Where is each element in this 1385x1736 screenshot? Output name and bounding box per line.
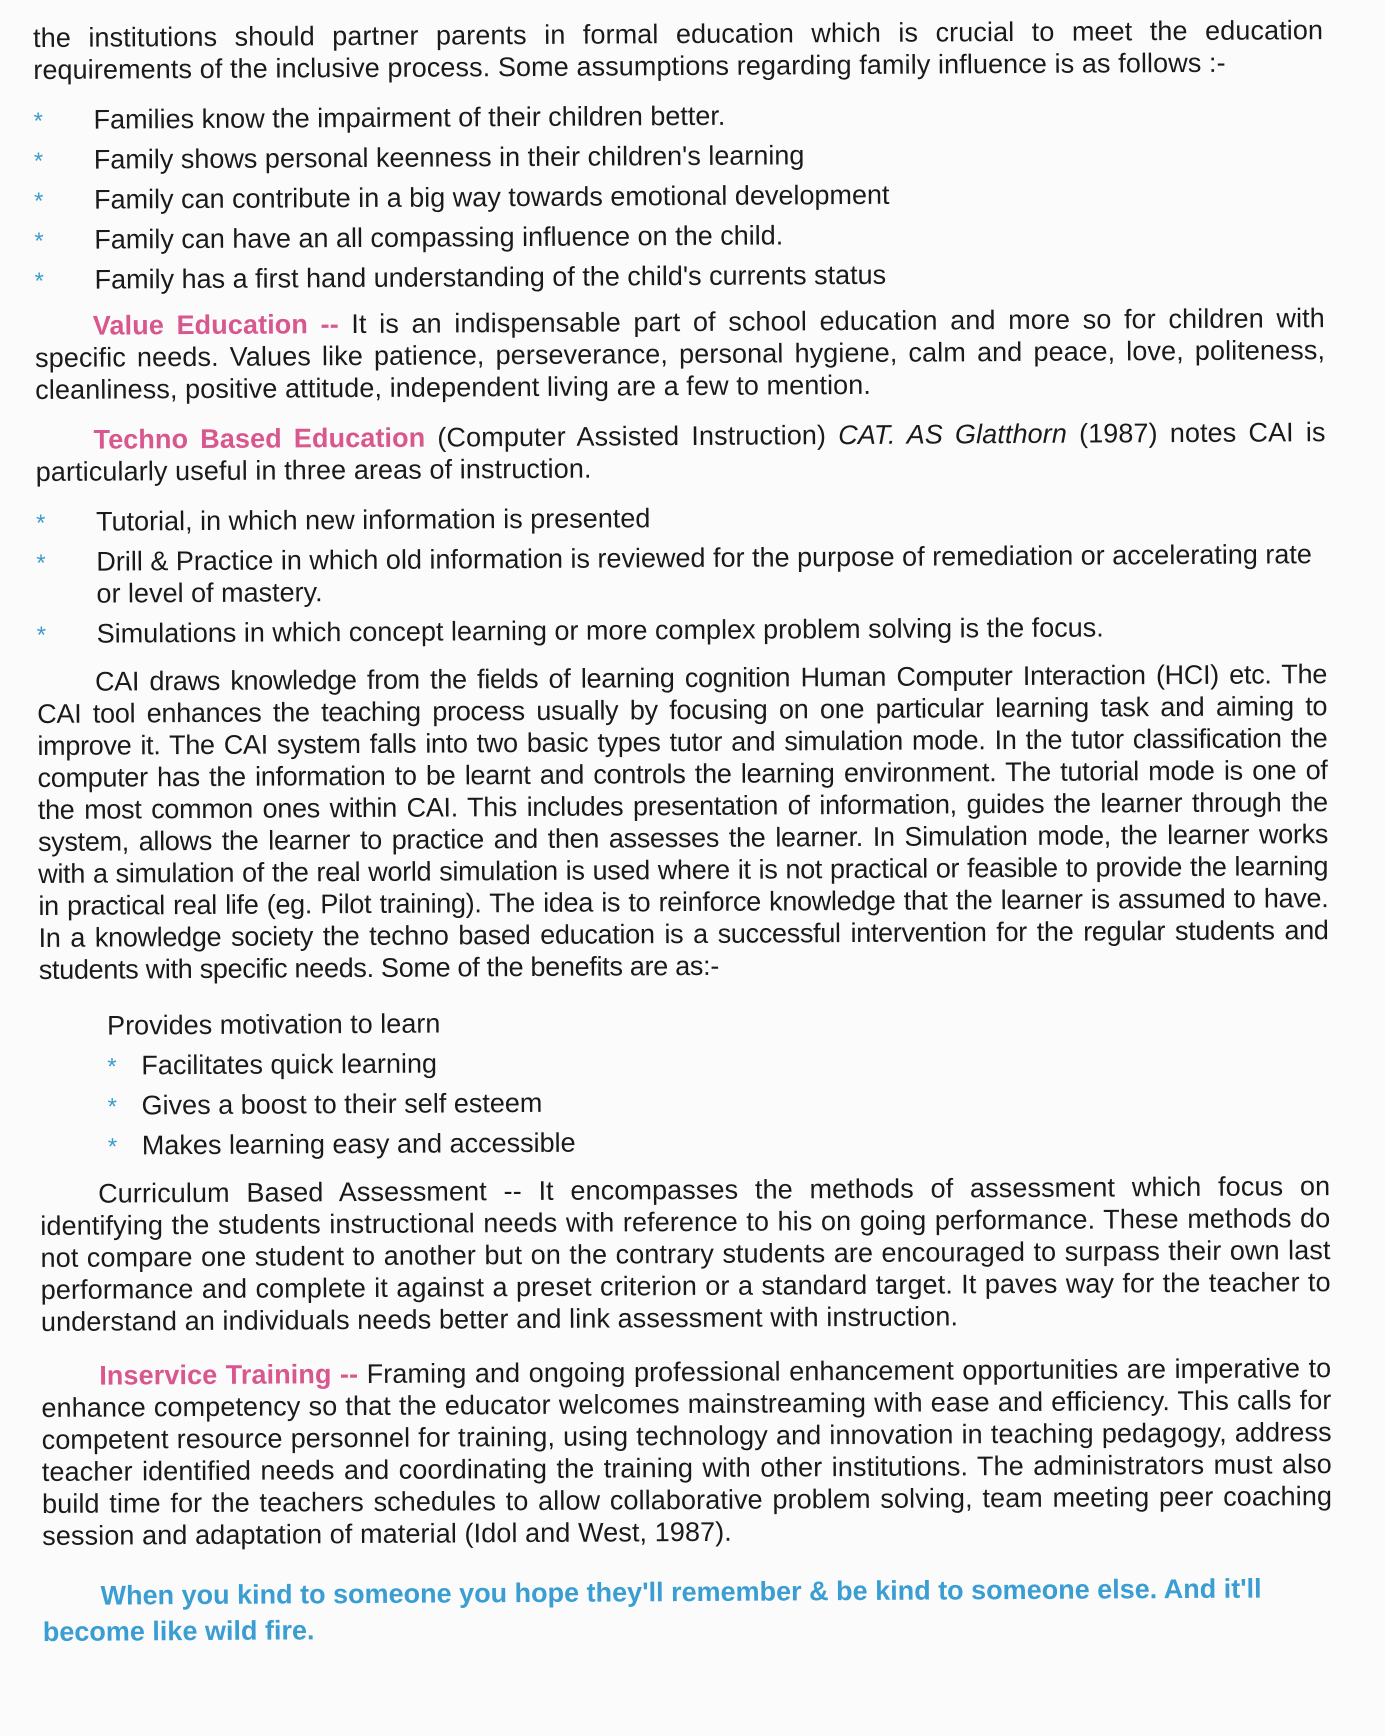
asterisk-bullet-icon: * [107, 1133, 118, 1161]
list-item: * Gives a boost to their self esteem [108, 1082, 1330, 1121]
list-item: * Family shows personal keenness in their children's learning [34, 136, 1324, 176]
asterisk-bullet-icon: * [34, 187, 44, 215]
list-item: * Tutorial, in which new information is presented [36, 498, 1326, 538]
asterisk-bullet-icon: * [33, 147, 44, 175]
list-item: * Family can contribute in a big way towards emotional development [34, 176, 1324, 216]
family-assumptions-list [34, 96, 1325, 296]
list-item: * Facilitates quick learning [107, 1042, 1329, 1081]
inservice-training-heading: Inservice Training -- [99, 1359, 359, 1391]
list-item: * Family has a first hand understanding of the child's currents status [34, 256, 1324, 296]
benefits-list [39, 1002, 1330, 1162]
curriculum-assessment-paragraph: Curriculum Based Assessment -- It encompasses the methods of assessment which focus on identifying the students instructional needs with reference to his on going performance. These methods do not compare one student to another but on the contrary students are encouraged to surpass their own last performance and complete it against a preset criterion or a standard target. It paves way for the teacher to understand an individuals needs better and link assessment with instruction. [40, 1171, 1331, 1337]
techno-education-paragraph: Techno Based Education (Computer Assisted Instruction) CAT. AS Glatthorn (1987) notes CAI is particularly useful in three areas of instruction. [35, 417, 1326, 487]
list-item: * Simulations in which concept learning or more complex problem solving is the focus. [37, 610, 1327, 650]
asterisk-bullet-icon: * [107, 1053, 117, 1081]
closing-quote: When you kind to someone you hope they'll remember & be kind to someone else. And it'll become like wild fire. [42, 1573, 1262, 1647]
asterisk-bullet-icon: * [34, 227, 44, 255]
list-item: Provides motivation to learn [107, 1008, 441, 1041]
asterisk-bullet-icon: * [36, 549, 46, 577]
asterisk-bullet-icon: * [35, 509, 46, 537]
cai-areas-list [36, 498, 1327, 650]
asterisk-bullet-icon: * [34, 267, 45, 295]
intro-paragraph: the institutions should partner parents in formal education which is crucial to meet the education requirements of the inclusive process. Some assumptions regarding family influence is as follows :- [33, 15, 1324, 85]
value-education-paragraph: Value Education -- It is an indispensable part of school education and more so for children with specific needs. Values like patience, perseverance, personal hygiene, calm and peace, love, politeness, cleanliness, positive attitude, independent living are a few to mention. [34, 303, 1326, 405]
asterisk-bullet-icon: * [107, 1093, 118, 1121]
list-item: * Family can have an all compassing influence on the child. [34, 216, 1324, 256]
value-education-heading: Value Education -- [92, 309, 339, 341]
asterisk-bullet-icon: * [33, 107, 44, 135]
citation: CAT. AS Glatthorn [838, 418, 1068, 451]
inservice-training-paragraph: Inservice Training -- Framing and ongoing professional enhancement opportunities are imperative to enhance competency so that the educator welcomes mainstreaming with ease and efficiency. This calls for competent resource personnel for training, using technology and innovation in teaching pedagogy, address teacher identified needs and coordinating the training with other institutions. The administrators must also build time for the teachers schedules to allow collaborative problem solving, team meeting peer coaching session and adaptation of material (Idol and West, 1987). [41, 1353, 1333, 1551]
list-item: * Makes learning easy and accessible [108, 1122, 1330, 1161]
document-page [33, 14, 1333, 1650]
techno-education-heading: Techno Based Education [93, 422, 426, 455]
list-item: * Drill & Practice in which old information is reviewed for the purpose of remediation or accelerating rate or level of mastery. [36, 539, 1312, 609]
asterisk-bullet-icon: * [36, 621, 47, 649]
cai-paragraph: CAI draws knowledge from the fields of learning cognition Human Computer Interaction (HCI) etc. The CAI tool enhances the teaching process usually by focusing on one particular learning task and aiming to improve it. The CAI system falls into two basic types tutor and simulation mode. In the tutor classification the computer has the information to be learnt and controls the learning environment. The tutorial mode is one of the most common ones within CAI. This includes presentation of information, guides the learner through the system, allows the learner to practice and then assesses the learner. In Simulation mode, the learner works with a simulation of the real world simulation is used where it is not practical or feasible to provide the learning in practical real life (eg. Pilot training). The idea is to reinforce knowledge that the learner is assumed to have. In a knowledge society the techno based education is a successful intervention for the regular students and students with specific needs. Some of the benefits are as:- [37, 659, 1329, 985]
list-item: * Families know the impairment of their children better. [34, 96, 1324, 136]
